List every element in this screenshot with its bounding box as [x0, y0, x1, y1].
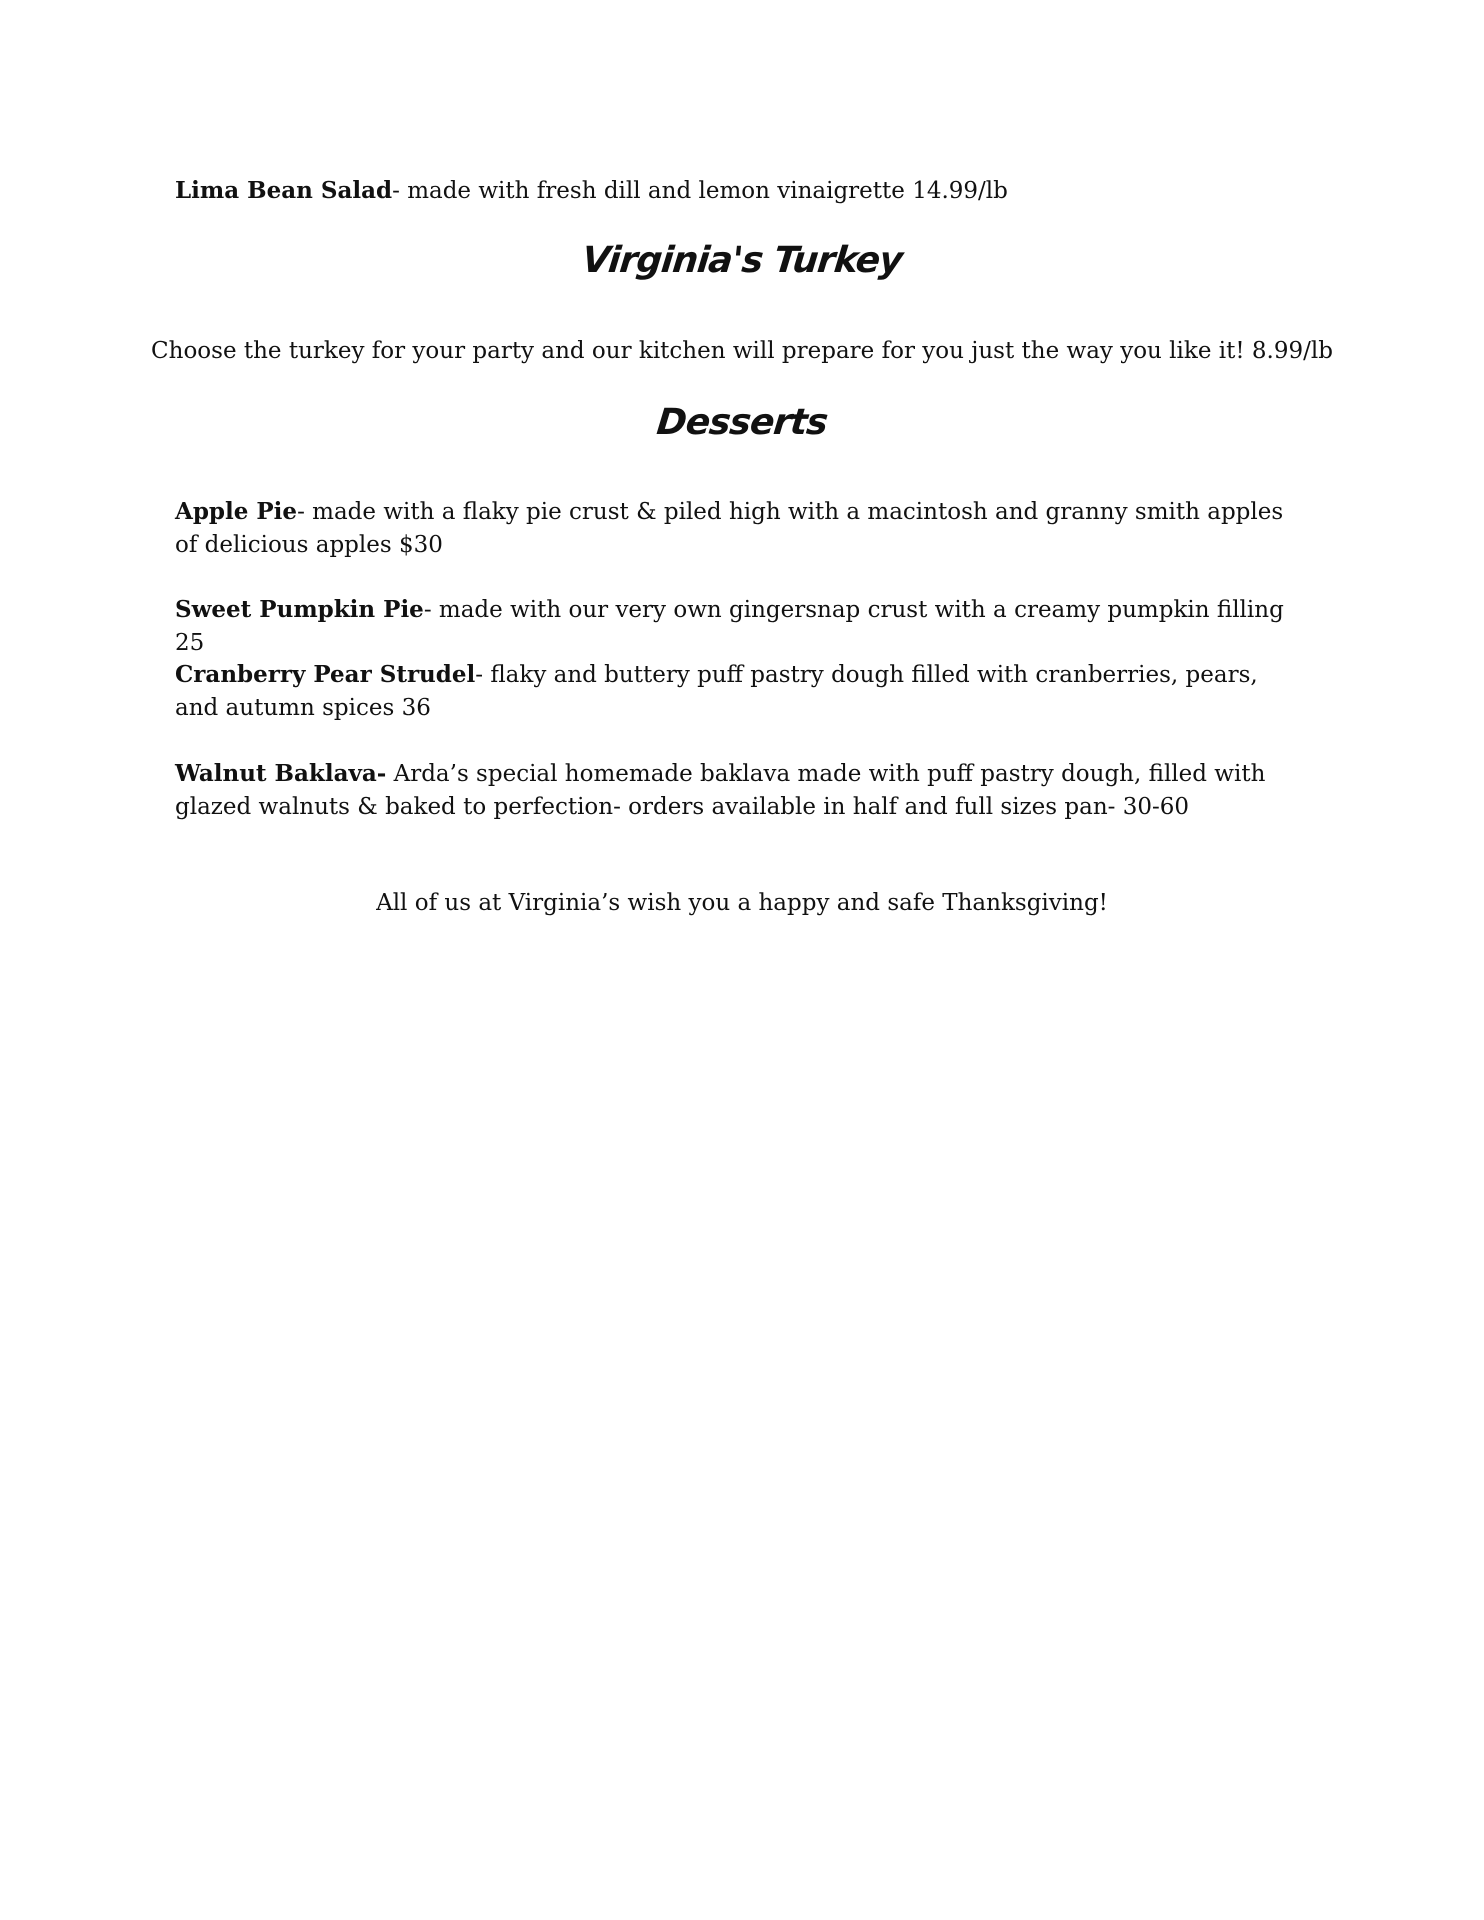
menu-item-sweet-pumpkin-pie: [175, 593, 1285, 660]
closing-message: All of us at Virginia’s wish you a happy and safe Thanksgiving!: [376, 890, 1108, 916]
turkey-description: Choose the turkey for your party and our kitchen will prepare for you just the way you like it! 8.99/lb: [151, 338, 1333, 364]
menu-item-walnut-baklava: [175, 757, 1285, 824]
section-heading-turkey: Virginia's Turkey: [580, 240, 904, 281]
item-description: Arda’s special homemade baklava made with puff pastry dough, filled with glazed walnuts & baked to perfection- orders available in half and full sizes pan- 30-60: [175, 761, 1266, 820]
item-description: - made with our very own gingersnap crust with a creamy pumpkin filling 25: [175, 597, 1284, 656]
menu-item-apple-pie: [175, 495, 1285, 562]
item-description: - made with a flaky pie crust & piled high with a macintosh and granny smith apples of delicious apples $30: [175, 499, 1284, 558]
menu-item-cranberry-pear-strudel: [175, 658, 1285, 725]
item-name: Walnut Baklava-: [175, 760, 387, 787]
item-name: Cranberry Pear Strudel: [175, 661, 476, 688]
item-name: Lima Bean Salad: [175, 177, 393, 204]
item-description: - flaky and buttery puff pastry dough filled with cranberries, pears, and autumn spices 36: [175, 662, 1258, 721]
menu-item-lima-bean-salad: [175, 174, 1285, 208]
item-name: Apple Pie: [175, 498, 298, 525]
item-description: - made with fresh dill and lemon vinaigrette 14.99/lb: [392, 178, 1008, 204]
item-name: Sweet Pumpkin Pie: [175, 596, 424, 623]
section-heading-desserts: Desserts: [654, 402, 830, 443]
